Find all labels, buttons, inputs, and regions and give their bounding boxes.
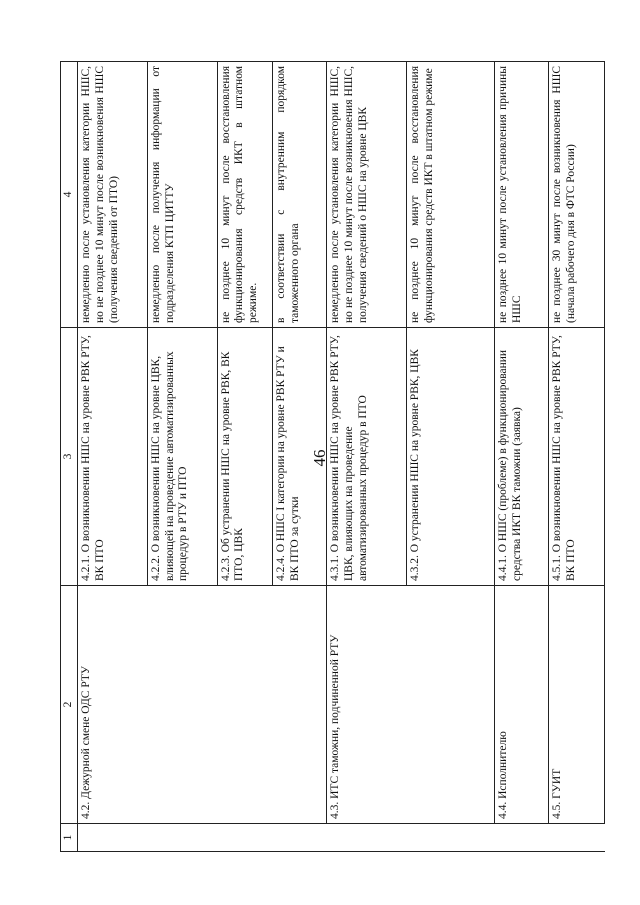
table-row [78,62,148,852]
header-cell: 2 [61,586,78,824]
recipient-cell: 4.3. ИТС таможни, подчиненной РТУ [327,586,495,824]
header-row [61,62,78,852]
table-row [549,62,605,852]
message-cell: 4.3.2. О устранении НШС на уровне РВК, ЦВК [407,328,495,586]
notification-table [60,61,605,852]
message-cell: 4.2.2. О возникновении НШС на уровне ЦВК, влияющей на проведение автоматизированных процедур в РТУ и ПТО [147,328,217,586]
document-table-wrapper [60,62,605,852]
deadline-cell: не позднее 10 минут после восстановления функционирования средств ИКТ в штатном режиме [407,62,495,328]
message-cell: 4.2.3. Об устранении НШС на уровне РВК, ВК ПТО, ЦВК [217,328,273,586]
header-cell: 1 [61,824,78,852]
recipient-cell: 4.4. Исполнителю [495,586,549,824]
deadline-cell: немедленно после установления категории НШС, но не позднее 10 минут после возникновения НШС, получения сведений о НШС на уровне ЦВК [327,62,407,328]
message-cell: 4.2.4. О НШС I категории на уровне РВК РТУ и ВК ПТО за сутки [273,328,327,586]
column-1-cell [78,824,605,852]
header-cell: 4 [61,62,78,328]
deadline-cell: немедленно после установления категории НШС, но не позднее 10 минут после возникновения НШС (получения сведений от ПТО) [78,62,148,328]
deadline-cell: не позднее 10 минут после восстановления функционирования средств ИКТ в штатном режиме. [217,62,273,328]
message-cell: 4.4.1. О НШС (проблеме) в функционировании средства ИКТ ВК таможни (заявка) [495,328,549,586]
recipient-cell: 4.5. ГУИТ [549,586,605,824]
message-cell: 4.2.1. О возникновении НШС на уровне РВК РТУ, ВК ПТО [78,328,148,586]
deadline-cell: в соответствии с внутренним порядком таможенного органа [273,62,327,328]
deadline-cell: не позднее 10 минут после установления причины НШС [495,62,549,328]
message-cell: 4.5.1. О возникновении НШС на уровне РВК РТУ, ВК ПТО [549,328,605,586]
header-cell: 3 [61,328,78,586]
page-number: 46 [310,449,329,467]
table-row [495,62,549,852]
deadline-cell: не позднее 30 минут после возникновения НШС (начала рабочего дня в ФТС России) [549,62,605,328]
deadline-cell: немедленно после получения информации от подразделения КТП ЦИТТУ [147,62,217,328]
table-row [327,62,407,852]
message-cell: 4.3.1. О возникновении НШС на уровне РВК РТУ, ЦВК, влияющих на проведение автоматизированных процедур в ПТО [327,328,407,586]
recipient-cell: 4.2. Дежурной смене ОДС РТУ [78,586,327,824]
